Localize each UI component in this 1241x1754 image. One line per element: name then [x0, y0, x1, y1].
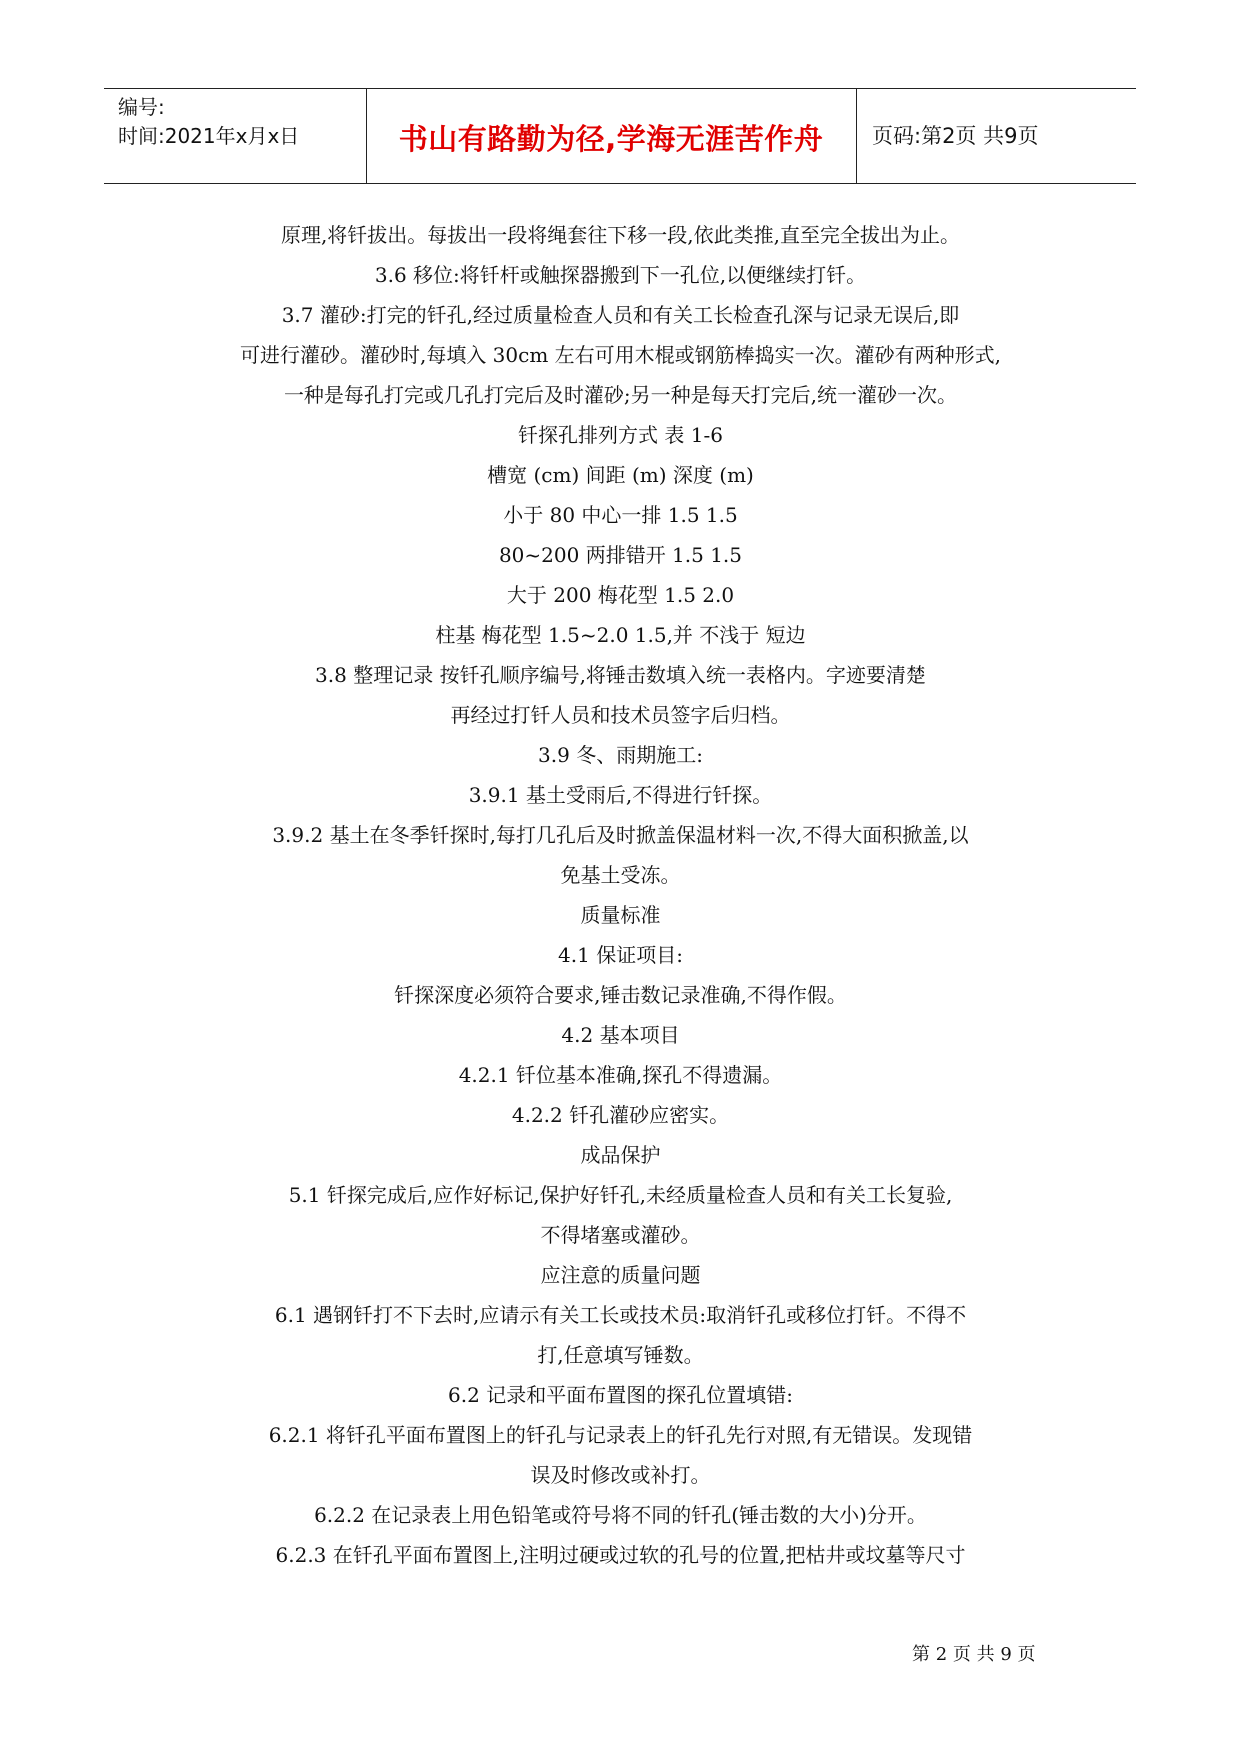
body-line: 一种是每孔打完或几孔打完后及时灌砂;另一种是每天打完后,统一灌砂一次。: [283, 383, 958, 407]
body-line: 原理,将钎拔出。每拔出一段将绳套往下移一段,依此类推,直至完全拔出为止。: [280, 223, 961, 247]
body-line: 3.9.2 基土在冬季钎探时,每打几孔后及时掀盖保温材料一次,不得大面积掀盖,以: [272, 823, 969, 847]
body-line: 4.2 基本项目: [561, 1023, 680, 1047]
body-line: 4.1 保证项目:: [558, 943, 683, 967]
table-row: 80~200 两排错开 1.5 1.5: [498, 543, 743, 567]
body-line: 6.2.2 在记录表上用色铅笔或符号将不同的钎孔(锤击数的大小)分开。: [314, 1503, 927, 1527]
table-row: 柱基 梅花型 1.5~2.0 1.5,并 不浅于 短边: [435, 623, 806, 647]
body-line: 4.2.1 钎位基本准确,探孔不得遗漏。: [458, 1063, 783, 1087]
body-line: 钎探深度必须符合要求,锤击数记录准确,不得作假。: [394, 983, 847, 1007]
table-caption: 钎探孔排列方式 表 1-6: [518, 423, 723, 447]
section-heading: 应注意的质量问题: [540, 1263, 701, 1287]
motto-text: 书山有路勤为径,学海无涯苦作舟: [398, 122, 824, 156]
page-header-table: [104, 88, 1136, 184]
body-line: 3.9.1 基土受雨后,不得进行钎探。: [468, 783, 773, 807]
body-line: 打,任意填写锤数。: [537, 1343, 704, 1367]
time-label: 时间:2021年x月x日: [118, 124, 300, 148]
body-line: 6.2.3 在钎孔平面布置图上,注明过硬或过软的孔号的位置,把枯井或坟墓等尺寸: [275, 1543, 966, 1567]
table-row: 大于 200 梅花型 1.5 2.0: [506, 583, 735, 607]
body-line: 3.9 冬、雨期施工:: [538, 743, 703, 767]
body-line: 3.7 灌砂:打完的钎孔,经过质量检查人员和有关工长检查孔深与记录无误后,即: [281, 303, 960, 327]
page-footer: 第 2 页 共 9 页: [912, 1644, 1036, 1665]
table-row: 小于 80 中心一排 1.5 1.5: [503, 503, 738, 527]
header-left-cell: [118, 93, 299, 151]
body-line: 3.8 整理记录 按钎孔顺序编号,将锤击数填入统一表格内。字迹要清楚: [315, 663, 926, 687]
body-line: 6.1 遇钢钎打不下去时,应请示有关工长或技术员:取消钎孔或移位打钎。不得不: [274, 1303, 967, 1327]
header-divider: [856, 89, 857, 183]
page-number-label: 页码:第2页 共9页: [872, 124, 1039, 148]
body-line: 免基土受冻。: [560, 863, 681, 887]
body-line: 不得堵塞或灌砂。: [540, 1223, 701, 1247]
body-line: 4.2.2 钎孔灌砂应密实。: [511, 1103, 730, 1127]
body-line: 6.2 记录和平面布置图的探孔位置填错:: [448, 1383, 793, 1407]
body-line: 再经过打钎人员和技术员签字后归档。: [450, 703, 791, 727]
body-line: 3.6 移位:将钎杆或触探器搬到下一孔位,以便继续打钎。: [374, 263, 867, 287]
body-line: 5.1 钎探完成后,应作好标记,保护好钎孔,未经质量检查人员和有关工长复验,: [288, 1183, 953, 1207]
serial-number-label: 编号:: [118, 95, 165, 119]
body-line: 可进行灌砂。灌砂时,每填入 30cm 左右可用木棍或钢筋棒捣实一次。灌砂有两种形式,: [239, 343, 1002, 367]
body-line: 6.2.1 将钎孔平面布置图上的钎孔与记录表上的钎孔先行对照,有无错误。发现错: [268, 1423, 973, 1447]
table-header-row: 槽宽 (cm) 间距 (m) 深度 (m): [487, 463, 754, 487]
body-line: 误及时修改或补打。: [530, 1463, 711, 1487]
section-heading: 成品保护: [580, 1143, 661, 1167]
section-heading: 质量标准: [580, 903, 661, 927]
